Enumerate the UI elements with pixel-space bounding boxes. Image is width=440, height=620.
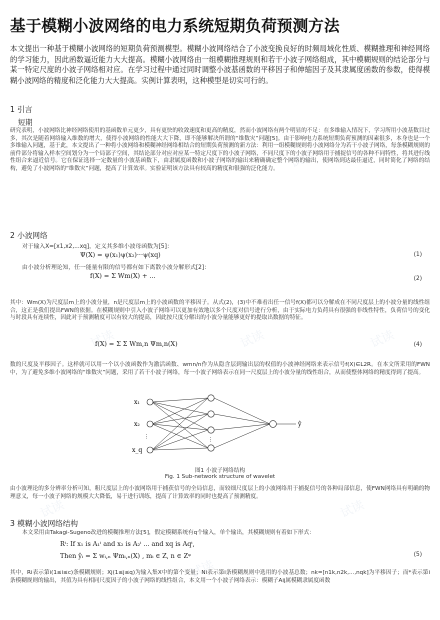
watermark: 试读 bbox=[158, 147, 187, 171]
section-3-title: 3 模糊小波网络结构 bbox=[10, 519, 78, 528]
section-1-paragraph: 研究表明，小波网络比神经网络使用的基函数单元更少，具有更快的收敛速度和更高的精度，然而小波网络有两个明显的不足：在多维输入情况下，学习所用小波基数目过多，其次是随着网络输入维数的增大，使得小波网络的性能大大下降，即不能够解决所谓的“维数灾”问题[5]。由于影响电力系统短期负荷预测的因素很多，本身也是一个多维输入问题，基于此，本文提出了一种将小波网络和模糊神经网络相结合的短期负荷预测的新方法：利用一组模糊规则将小波网络分为若干小波子网络，每条模糊规则的前件部分将输入样本空间划分为一个局部子空间，其结论部分对应对应某一特定尺度下的小波子网络，不同尺度下的小波子网络用于捕捉信号的各种不同特性，将其进行线性组合来逼近信号。它在保证选择一定数量的小波基函数下，由隶属度函数和小波子网络的输出来精确确定整个网络的输出，使网络到达最佳逼近，同时简化了网络的结构，避免了小波网络的“维数灾”问题，提高了计算效率。实验证明该方法具有较高的精度和很强的泛化能力。 bbox=[10, 128, 430, 172]
section-2-intro: 对于输入X=[x1,x2,...xq]，定义其多维小波母函数为[5]： bbox=[22, 244, 173, 250]
watermark: 试读 bbox=[38, 147, 67, 171]
figure-ellipsis-hidden: ⋮ bbox=[208, 437, 213, 443]
section-3-paragraph: 本文采用由Takagi-Sugeno改进的模糊推理方法[5]，假定模糊系统有q个输入，单个输出，其模糊规则有着如下形式： bbox=[22, 530, 315, 536]
page-title: 基于模糊小波网络的电力系统短期负荷预测方法 bbox=[10, 17, 340, 35]
equation-2-number: (2) bbox=[413, 276, 422, 282]
equation-2: f(X) = Σ Wm(X) + ... bbox=[90, 272, 156, 280]
figure-input-1: x₁ bbox=[134, 399, 140, 406]
section-2-paragraph-2: 其中：Wm(X)为尺度层m上的小波分量，n是尺度层m上的小波函数的平移因子。从式(2)，(3)中不难看出任一信号f(X)都可以分解成在不同尺度层上的小波分量的线性组合，这正是我们提出FWN的依据。在模糊规则中引入小波子网络可以更加有效地以多个尺度对信号进行分析，由于实际电力负荷具有很强的非线性特性，负荷信号的变化与时段具有连续性，因此对于预测精度可以有较大的提高，因此按尺度分解出的小波分量能够更好的提取出数据的特征。 bbox=[10, 300, 430, 322]
equation-1: Ψ(X) = ψ(x₁)ψ(x₂)···ψ(xq) bbox=[80, 251, 161, 259]
section-2-title: 2 小波网络 bbox=[10, 231, 48, 240]
equation-3: f(X) = Σ Σ Wm,n Ψm,n(X) bbox=[95, 340, 178, 348]
abstract: 本文提出一种基于模糊小波网络的短期负荷预测模型。模糊小波网络结合了小波变换良好的时频局域化性质、模糊推理和神经网络的学习能力，因此函数逼近能力大大提高。模糊小波网络由一组模糊推理规则和若干小波子网络组成，其中模糊规则的结论部分与某一特定尺度的小波子网络相对应。在学习过程中通过同时调整小波基函数的平移因子和伸缩因子及其隶属度函数的参数，使得模糊小波网络的精度和泛化能力大大提高。实例计算表明，这种模型是切实可行的。 bbox=[10, 44, 430, 85]
rule-conclusion: Then ŷᵢ = Σ wᵢ,ₙ Ψmᵢ,ₙ(X) , mᵢ ∈ Z, n ∈ Zᵠ bbox=[60, 552, 191, 560]
watermark: 试读 bbox=[188, 557, 217, 581]
equation-3-number: (4) bbox=[413, 342, 422, 348]
section-2-text: 由小波分析理论知，任一能量有限的信号都有如下离散小波分解形式[2]： bbox=[22, 265, 210, 271]
watermark: 试读 bbox=[338, 497, 367, 521]
figure-output: ŷ bbox=[298, 421, 302, 428]
section-2-paragraph-4: 由小波理论的多分辨率分析可知，粗尺度层上的小波网络用于捕获信号的全局信息，而较细尺度层上的小波网络用于捕捉信号的各种局部信息，使FWN网络具有明确的物理意义，每一小波子网络的规模大大降低，易于进行训练，提高了计算效率的同时也提高了预测精度。 bbox=[10, 486, 430, 500]
figure-caption-en: Fig. 1 Sub-network structure of wavelet bbox=[164, 474, 276, 480]
watermark: 试读 bbox=[38, 497, 67, 521]
rule-number: (5) bbox=[413, 552, 422, 558]
figure-input-q: x_q bbox=[132, 447, 143, 454]
equation-1-number: (1) bbox=[413, 252, 422, 258]
section-1-title: 1 引言 bbox=[10, 105, 33, 114]
figure-ellipsis: ⋮ bbox=[144, 434, 149, 440]
figure-caption-cn: 图1 小波子网络结构 bbox=[194, 468, 246, 474]
section-1-subtitle: 短期 bbox=[18, 118, 33, 127]
figure-1-network-diagram bbox=[130, 388, 310, 466]
section-2-paragraph-3: 数的尺度及平移因子。这样就可以用一个以小波函数作为激活函数、wmn/n作为从隐含层到输出层的权值的小波神经网络来表示信号f(X)∈L2R。在本文所采用的FWN中，为了避免多维小波网络的“维数灾”问题，采用了若干小波子网络，每一小波子网络表示在同一尺度层上的小波分量的线性组合，从而使整体网络的精度得到了提高。 bbox=[10, 362, 430, 376]
rule-premise: Rⁱ: If x₁ is A₁ⁱ and x₂ is A₂ⁱ ... and xq is Aqⁱ, bbox=[60, 540, 195, 548]
watermark: 试读 bbox=[288, 147, 317, 171]
figure-input-2: x₂ bbox=[134, 421, 140, 428]
watermark: 试读 bbox=[88, 327, 117, 351]
watermark: 试读 bbox=[368, 327, 397, 351]
section-3-paragraph-2: 其中，Ri表示第i(1≤i≤c)条模糊规则；Xj(1≤j≤q)为输入集X中的第个变量；Ni表示第i条模糊规则中选用的小波基总数；nk=[n1k,n2k,...,nqk]为平移因子；而*表示第i条模糊规则的输出，其值为具有相同尺度因子的小波子网络的线性组合，本文用一个小波子网络表示：模糊子Aij属模糊隶属度函数 bbox=[10, 570, 430, 584]
watermark: 试读 bbox=[238, 327, 267, 351]
